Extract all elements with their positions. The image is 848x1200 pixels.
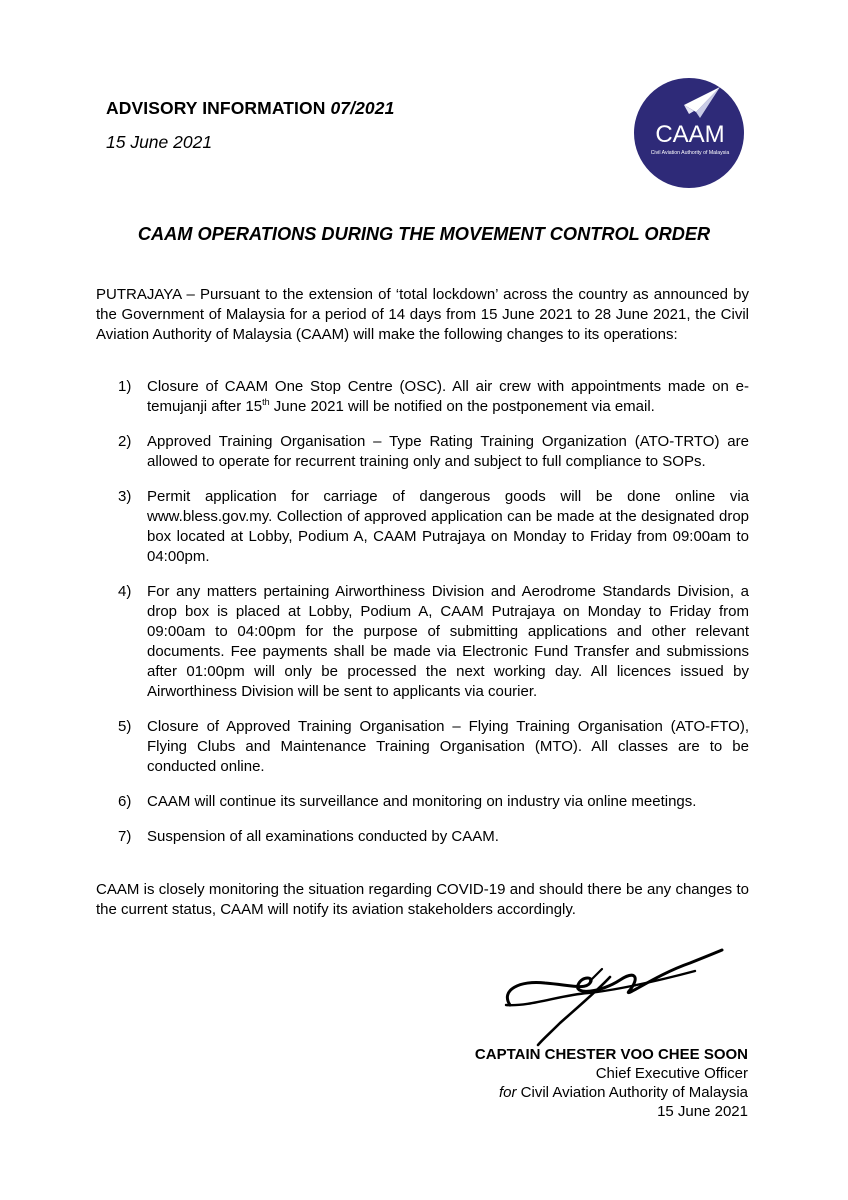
list-item xyxy=(96,792,749,812)
list-item xyxy=(96,432,749,472)
superscript-ordinal: th xyxy=(262,397,270,407)
intro-paragraph: PUTRAJAYA – Pursuant to the extension of ‘total lockdown’ across the country as announced by the Government of Malaysia for a period of 14 days from 15 June 2021 to 28 June 2021, the Civil Aviation Authority of Malaysia (CAAM) will make the following changes to its operations: xyxy=(96,286,749,343)
signatory-date: 15 June 2021 xyxy=(657,1103,748,1120)
signatory-position: Chief Executive Officer xyxy=(595,1065,748,1082)
advisory-label: ADVISORY INFORMATION xyxy=(106,98,326,118)
caam-logo xyxy=(634,78,744,188)
list-item-text: Suspension of all examinations conducted by CAAM. xyxy=(147,828,499,845)
closing-paragraph: CAAM is closely monitoring the situation regarding COVID-19 and should there be any changes to the current status, CAAM will notify its aviation stakeholders accordingly. xyxy=(96,881,749,918)
list-item-number: 4) xyxy=(118,583,132,600)
signatory-organization xyxy=(475,1083,748,1102)
advisory-number: 07/2021 xyxy=(330,98,395,118)
advisory-date: 15 June 2021 xyxy=(106,132,213,152)
list-item-number: 2) xyxy=(118,433,132,450)
signatory-org-name: Civil Aviation Authority of Malaysia xyxy=(516,1084,748,1101)
list-item-text-part: June 2021 will be notified on the postponement via email. xyxy=(269,398,655,415)
logo-subtext: Civil Aviation Authority of Malaysia xyxy=(650,150,730,156)
list-item-text: Permit application for carriage of dangerous goods will be done online via www.bless.gov.my. Collection of approved application can be made at the designated drop box located at Lobby, Podium A, CAAM Putrajaya on Monday to Friday from 09:00am to 04:00pm. xyxy=(147,488,749,565)
list-item xyxy=(96,827,749,847)
list-item-text: CAAM will continue its surveillance and monitoring on industry via online meetings. xyxy=(147,793,697,810)
list-item xyxy=(96,582,749,702)
signatory-for: for xyxy=(498,1084,517,1101)
logo-text: CAAM xyxy=(655,121,725,148)
list-item-text: Closure of Approved Training Organisation – Flying Training Organisation (ATO-FTO), Flying Clubs and Maintenance Training Organisation (MTO). All classes are to be conducted online. xyxy=(147,718,749,775)
list-item-number: 3) xyxy=(118,488,132,505)
list-item-number: 5) xyxy=(118,718,132,735)
signatory-block xyxy=(475,1045,748,1121)
handwritten-signature xyxy=(490,935,730,1055)
list-item xyxy=(96,487,749,567)
list-item-text: For any matters pertaining Airworthiness Division and Aerodrome Standards Division, a drop box is placed at Lobby, Podium A, CAAM Putrajaya on Monday to Friday from 09:00am to 04:00pm for the purpose of submitting applications and other relevant documents. Fee payments shall be made via Electronic Fund Transfer and submissions after 01:00pm will only be processed the next working day. All licences issued by Airworthiness Division will be sent to applicants via courier. xyxy=(147,583,749,700)
list-item-text xyxy=(147,378,749,415)
list-item xyxy=(96,717,749,777)
document-title: CAAM OPERATIONS DURING THE MOVEMENT CONTROL ORDER xyxy=(137,224,711,244)
list-item-text: Approved Training Organisation – Type Rating Training Organization (ATO-TRTO) are allowed to operate for recurrent training only and subject to full compliance to SOPs. xyxy=(147,433,749,470)
advisory-title xyxy=(106,98,394,119)
list-item-text-part: Closure of CAAM One Stop Centre (OSC). All air crew with appointments made on e-temujanji after 15 xyxy=(147,378,749,415)
list-item-number: 6) xyxy=(118,793,132,810)
signatory-name: CAPTAIN CHESTER VOO CHEE SOON xyxy=(474,1046,748,1063)
operations-list xyxy=(96,377,749,862)
list-item-number: 1) xyxy=(118,378,132,395)
list-item-number: 7) xyxy=(118,828,132,845)
list-item xyxy=(96,377,749,417)
